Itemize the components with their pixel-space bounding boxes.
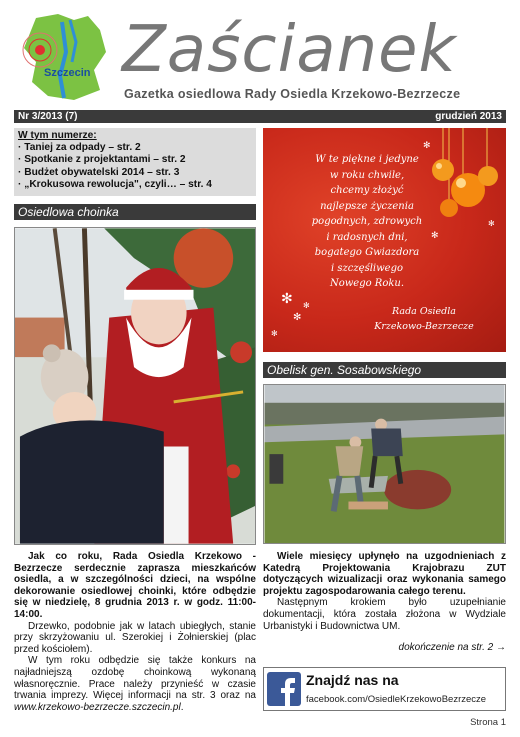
page-number: Strona 1: [470, 717, 506, 728]
logo-label: Szczecin: [44, 67, 91, 79]
toc-item: · „Krokusowa rewolucja", czyli… – str. 4: [18, 178, 212, 190]
issue-number: Nr 3/2013 (7): [18, 111, 78, 122]
page-subtitle: Gazetka osiedlowa Rady Osiedla Krzekowo-Bezrzecze: [124, 87, 461, 101]
table-of-contents: [14, 128, 256, 196]
svg-text:✻: ✻: [281, 290, 293, 306]
szczecin-logo: [14, 12, 112, 102]
santa-photo: [14, 227, 256, 545]
greeting-signature: Rada Osiedla Krzekowo-Bezrzecze: [374, 306, 474, 332]
section-heading-obelisk: Obelisk gen. Sosabowskiego: [263, 362, 506, 378]
svg-text:✻: ✻: [488, 219, 495, 228]
article-paragraph: Następnym krokiem było uzupełnianie dokumentacji, która została złożona w Wydziale Urbanistyki i Budownictwa UM.: [263, 597, 506, 632]
continued-link[interactable]: dokończenie na str. 2 →: [398, 642, 506, 653]
page-title: Zaścianek: [122, 13, 457, 87]
svg-text:✻: ✻: [293, 312, 302, 323]
section-heading-choinka: Osiedlowa choinka: [14, 204, 256, 220]
article-lead: Wiele miesięcy upłynęło na uzgodnieniach z Katedrą Projektowania Krajobrazu ZUT dotyczących wizualizacji oraz wykonania samego projektu zagospodarowania całego terenu.: [263, 551, 506, 597]
facebook-url[interactable]: facebook.com/OsiedleKrzekowoBezrzecze: [306, 694, 487, 705]
svg-text:✻: ✻: [431, 230, 439, 240]
toc-heading: W tym numerze:: [18, 130, 97, 141]
article-paragraph: W tym roku odbędzie się także konkurs na najładniejszą ozdobę choinkową wykonaną własnoręcznie. Prace należy przynieść w czasie trwania imprezy. Więcej informacji na str. 3 oraz na www.krzekowo-bezrzecze.szczecin.pl.: [14, 655, 256, 713]
facebook-box[interactable]: [263, 667, 506, 711]
svg-text:✻: ✻: [271, 329, 278, 338]
article-obelisk-body: [263, 551, 506, 632]
article-choinka-body: [14, 551, 256, 713]
svg-text:✻: ✻: [423, 140, 431, 150]
toc-item: · Taniej za odpady – str. 2: [18, 142, 141, 154]
toc-item: · Budżet obywatelski 2014 – str. 3: [18, 166, 180, 178]
obelisk-photo: [263, 384, 506, 544]
article-lead: Jak co roku, Rada Osiedla Krzekowo -Bezrzecze serdecznie zaprasza mieszkańców osiedla, a w szczególności dzieci, na wspólne dekorowanie osiedlowej choinki, które odbędzie się w niedzielę, 8 grudnia 2013 r. w godz. 11:00-14:00.: [14, 551, 256, 620]
toc-item: · Spotkanie z projektantami – str. 2: [18, 154, 186, 166]
facebook-title: Znajdź nas na: [306, 672, 399, 688]
greeting-text: W te piękne i jedyne w roku chwile, chcemy złożyć najlepsze życzenia pogodnych, zdrowych i radosnych dni, bogatego Gwiazdora i szczęśliwego Nowego Roku.: [311, 154, 423, 289]
christmas-greeting: [263, 128, 506, 352]
website-link[interactable]: www.krzekowo-bezrzecze.szczecin.pl: [14, 701, 181, 713]
facebook-icon: [267, 672, 301, 706]
svg-text:✻: ✻: [303, 301, 310, 310]
issue-bar: [14, 110, 506, 123]
issue-date: grudzień 2013: [435, 111, 502, 122]
article-paragraph: Drzewko, podobnie jak w latach ubiegłych, stanie przy skrzyżowaniu ul. Szerokiej i Żołnierskiej (plac przed kościołem).: [14, 620, 256, 655]
